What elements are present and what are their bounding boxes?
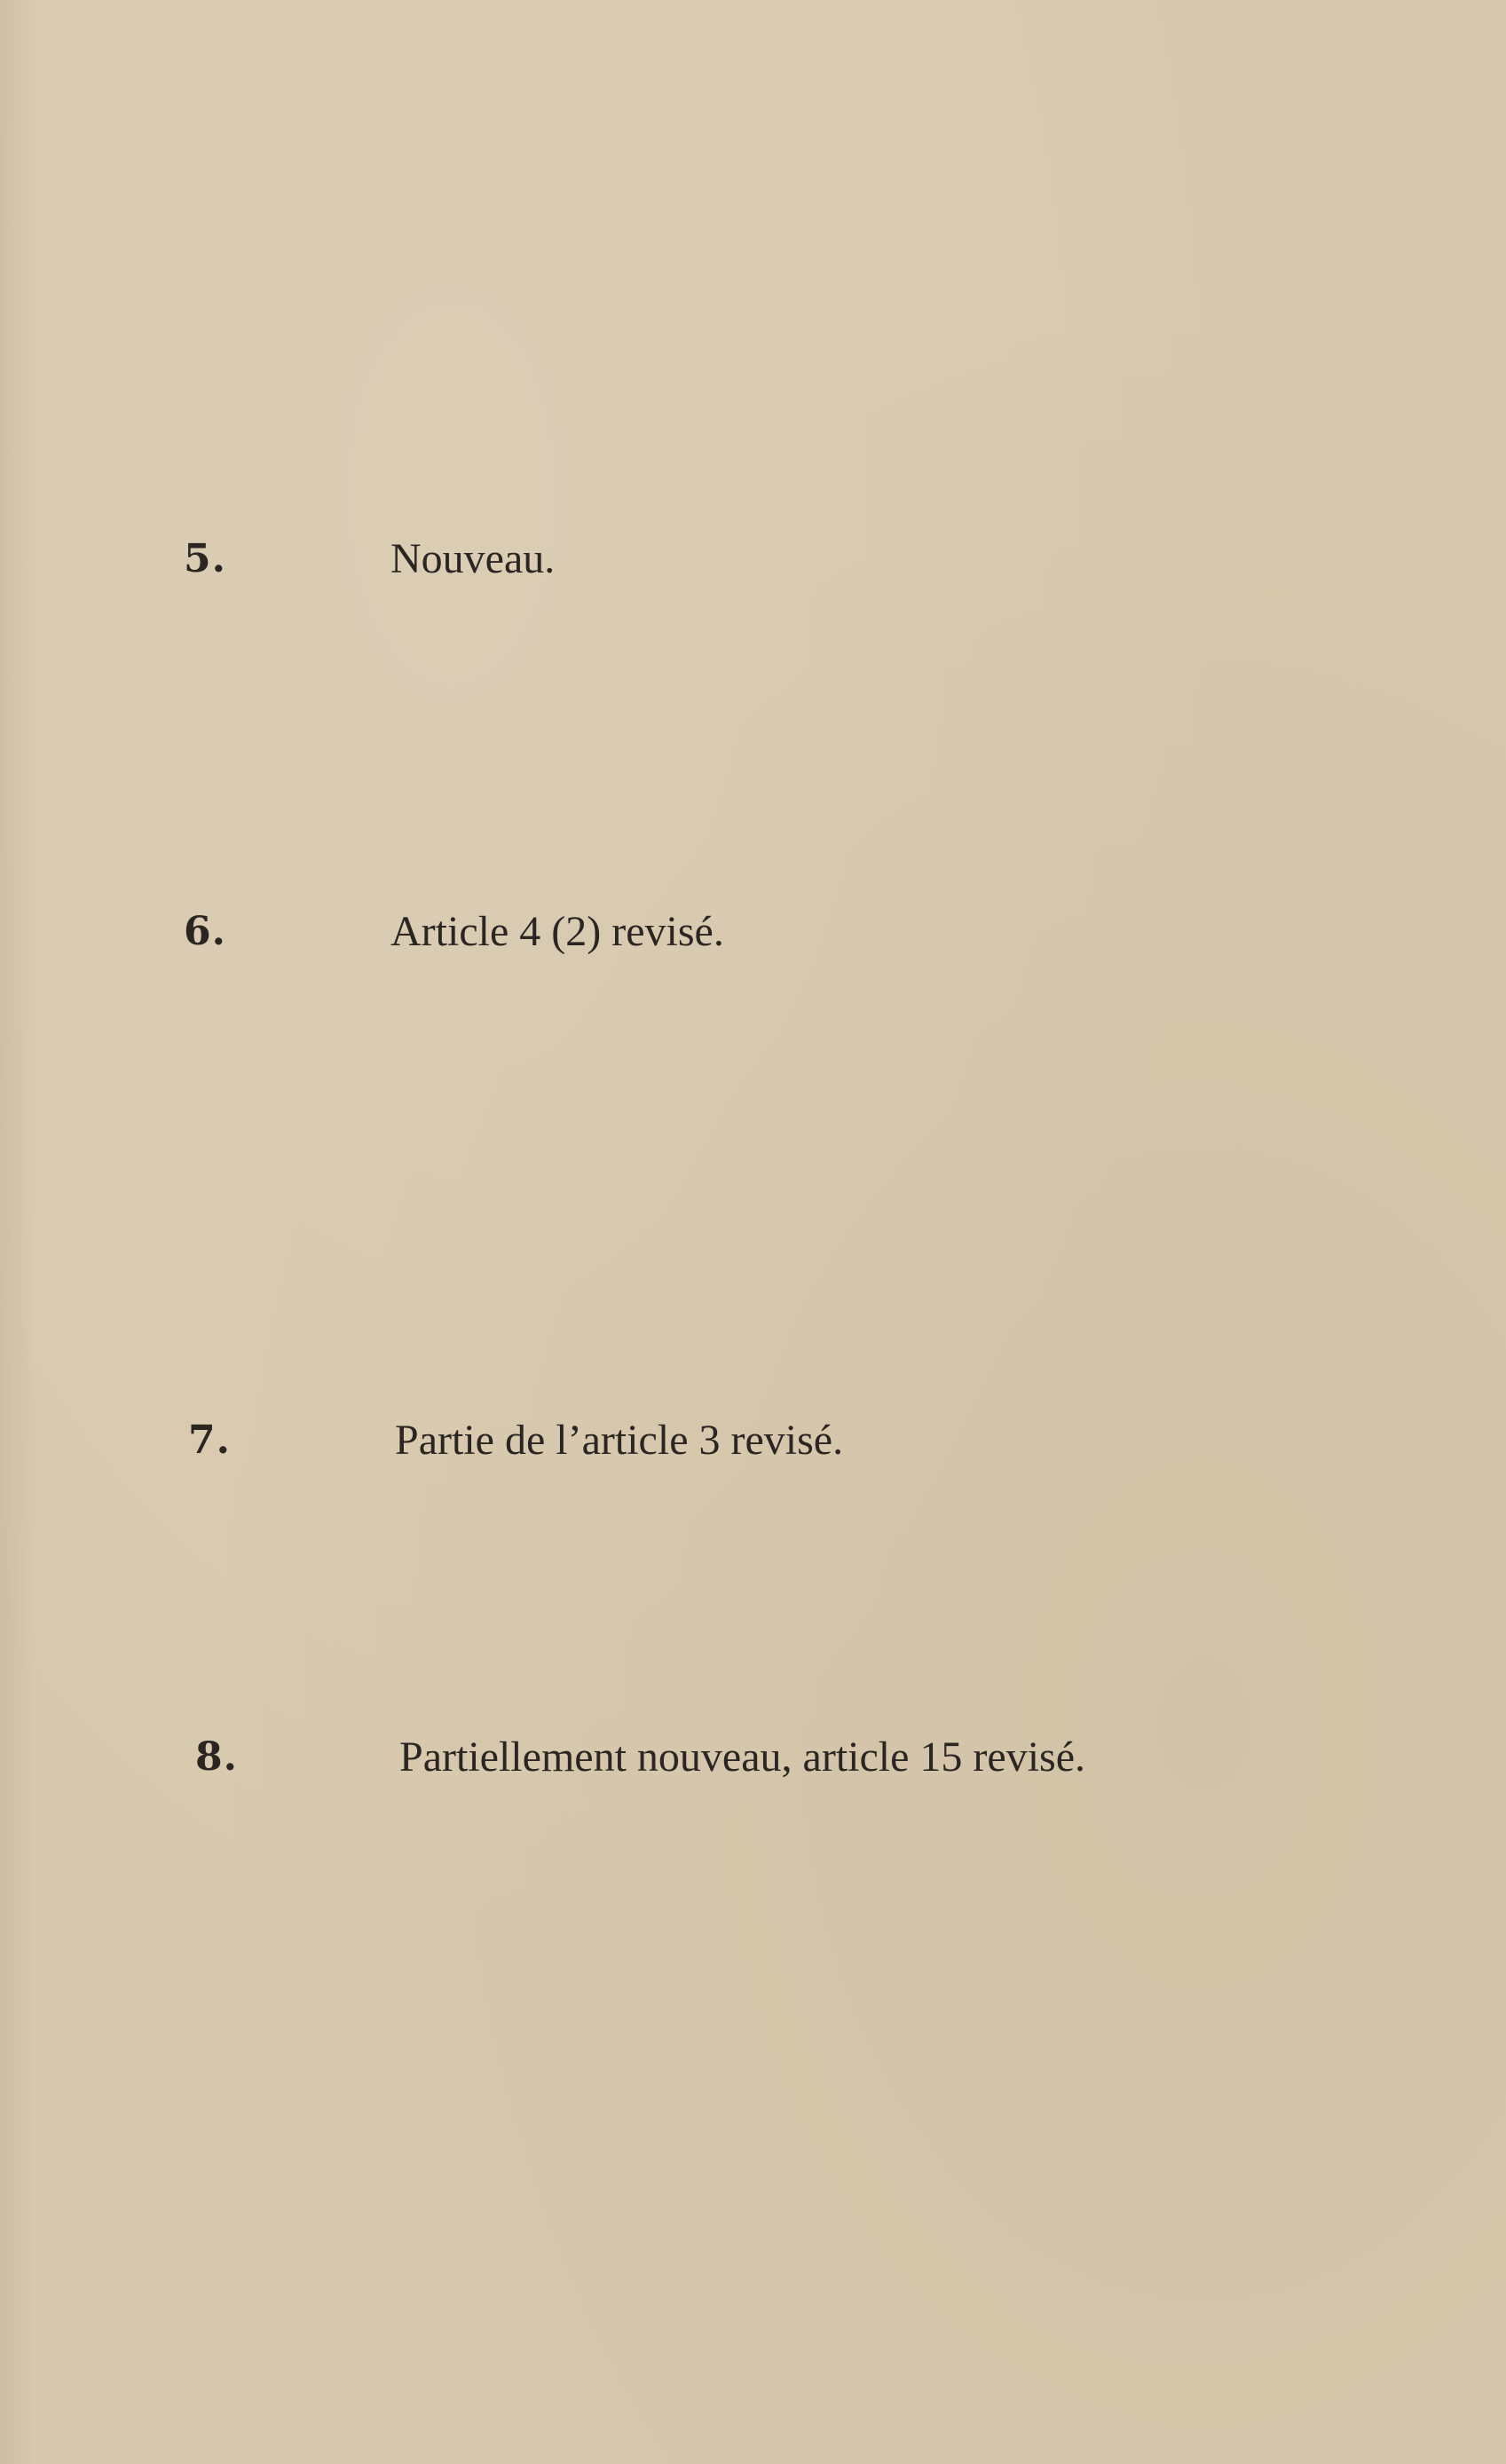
note-text: Partie de l’article 3 revisé.: [395, 1417, 844, 1464]
note-number: 6.: [184, 909, 226, 954]
note-entry: [0, 528, 1506, 608]
note-entry: [0, 1410, 1506, 1489]
note-number: 8.: [195, 1734, 238, 1780]
note-entry: [0, 1726, 1506, 1806]
note-text: Article 4 (2) revisé.: [390, 908, 724, 955]
note-number: 7.: [188, 1418, 231, 1463]
note-number: 5.: [184, 536, 226, 581]
note-entry: [0, 901, 1506, 981]
note-text: Nouveau.: [390, 535, 556, 582]
note-text: Partiellement nouveau, article 15 revisé.: [399, 1733, 1086, 1781]
